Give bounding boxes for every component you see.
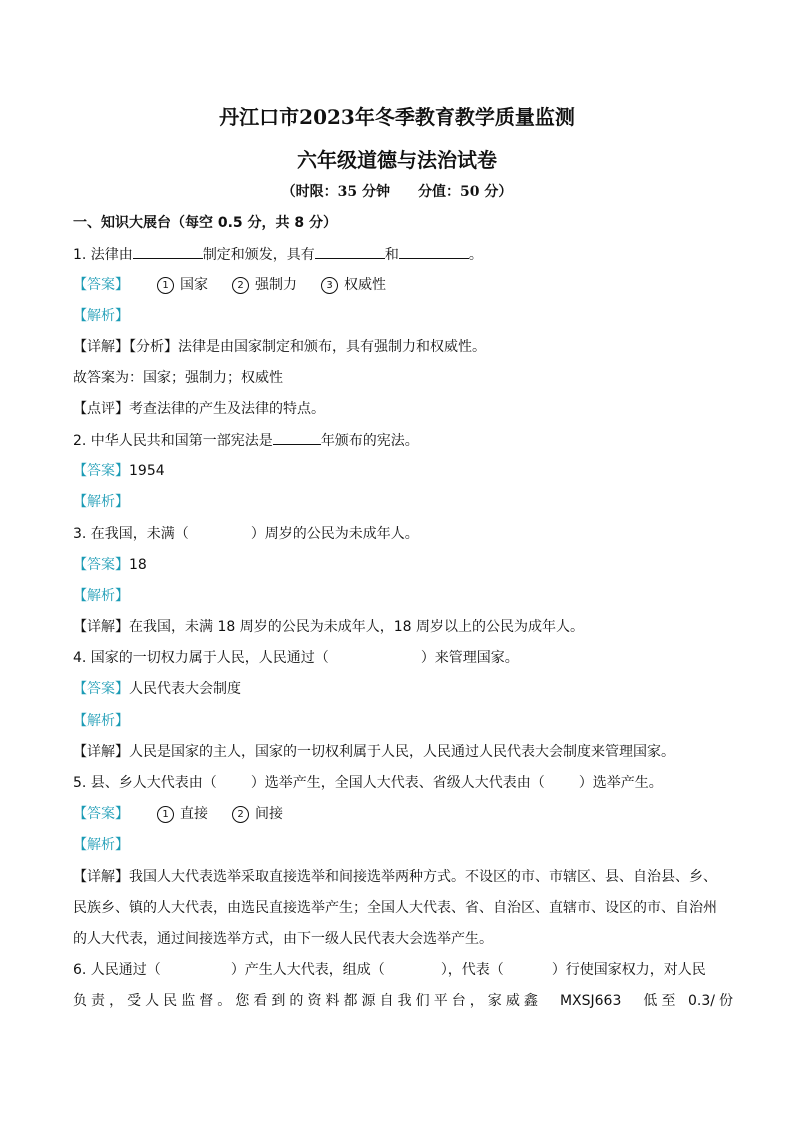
detail-tag: 【详解】 [73,619,129,635]
q4-detail [73,742,733,762]
q2-text-a: 2. 中华人民共和国第一部宪法是 [73,433,273,449]
q5-text-c: ）选举产生。 [578,775,663,791]
answer-tag: 【答案】 [73,806,129,822]
q3-answer-value: 18 [129,557,147,573]
q3-answer [73,555,733,575]
circle-number-2: 2 [232,277,249,294]
q2-text-b: 年颁布的宪法。 [320,433,419,449]
q5-detail-text-1: 我国人大代表选举采取直接选举和间接选举两种方式。不设区的市、市辖区、县、自治县、乡、 [129,869,717,885]
q5-analysis [73,835,733,855]
q3-detail-text: 在我国，未满 18 周岁的公民为未成年人，18 周岁以上的公民为成年人。 [129,619,584,635]
q1-text-c: 和 [384,247,399,263]
question-1 [73,244,733,265]
q4-text-b: ）来管理国家。 [420,650,519,666]
q2-answer-value: 1954 [129,463,165,479]
detail-tag: 【详解】 [73,869,129,885]
q6-text-d: ）行使国家权力，对人民 [551,962,706,978]
answer-tag: 【答案】 [73,463,129,479]
exam-subtitle: 六年级道德与法治试卷 [297,148,497,172]
q3-detail [73,617,733,637]
q6-line-2: 负责，受人民监督。您看到的资料都源自我们平台，家威鑫 MXSJ663 低至 0.3/份 [73,993,733,1009]
q1-blank-3 [399,244,469,259]
q1-comment [73,399,733,419]
detail-tag: 【详解】 [73,339,129,355]
q1-detail-text: 法律是由国家制定和颁布，具有强制力和权威性。 [178,339,486,355]
circle-number-2: 2 [232,806,249,823]
q1-result: 故答案为：国家；强制力；权威性 [73,370,283,386]
q1-blank-1 [133,244,203,259]
question-4 [73,648,733,668]
fenxi-tag: 【分析】 [129,339,178,355]
q2-blank [273,430,321,445]
answer-tag: 【答案】 [73,557,129,573]
question-6 [73,960,733,980]
q4-analysis [73,711,733,731]
q1-answer-2: 强制力 [255,277,297,293]
q1-text-b: 制定和颁发，具有 [202,247,315,263]
q5-detail-3: 的人大代表，通过间接选举方式，由下一级人民代表大会选举产生。 [73,931,493,947]
detail-tag: 【详解】 [73,744,129,760]
q1-blank-2 [315,244,385,259]
q1-text-a: 1. 法律由 [73,247,133,263]
q5-text-b: ）选举产生，全国人大代表、省级人大代表由（ [250,775,545,791]
circle-number-1: 1 [157,806,174,823]
q6-text-c: ），代表（ [440,962,504,978]
q5-text-a: 5. 县、乡人大代表由（ [73,775,217,791]
exam-meta: （时限：35 分钟 分值：50 分） [281,184,513,200]
comment-tag: 【点评】 [73,401,129,417]
section-heading: 一、知识大展台（每空 0.5 分，共 8 分） [73,215,338,231]
q5-answer-2: 间接 [255,806,283,822]
circle-number-1: 1 [157,277,174,294]
analysis-tag: 【解析】 [73,588,129,604]
q4-answer [73,679,733,699]
q5-detail-1 [73,867,733,887]
q2-analysis [73,492,733,512]
q4-answer-value: 人民代表大会制度 [129,681,241,697]
analysis-tag: 【解析】 [73,308,129,324]
exam-title: 丹江口市2023年冬季教育教学质量监测 [219,105,575,129]
q1-analysis [73,306,733,326]
q1-answer-1: 国家 [180,277,208,293]
q3-text-b: ）周岁的公民为未成年人。 [250,526,419,542]
q1-comment-text: 考查法律的产生及法律的特点。 [129,401,325,417]
q5-answer-1: 直接 [180,806,208,822]
q1-detail [73,337,733,357]
q3-text-a: 3. 在我国，未满（ [73,526,189,542]
q6-text-b: ）产生人大代表，组成（ [230,962,385,978]
q3-analysis [73,586,733,606]
q2-answer [73,461,733,481]
q1-answer [73,275,733,295]
analysis-tag: 【解析】 [73,494,129,510]
question-3 [73,524,733,544]
analysis-tag: 【解析】 [73,837,129,853]
question-5 [73,773,733,793]
q4-detail-text: 人民是国家的主人，国家的一切权利属于人民，人民通过人民代表大会制度来管理国家。 [129,744,675,760]
answer-tag: 【答案】 [73,277,129,293]
q5-detail-2: 民族乡、镇的人大代表，由选民直接选举产生；全国人大代表、省、自治区、直辖市、设区的市、自治州 [73,900,717,916]
q5-answer [73,804,733,824]
q6-text-a: 6. 人民通过（ [73,962,161,978]
q1-answer-3: 权威性 [344,277,386,293]
circle-number-3: 3 [321,277,338,294]
q1-text-d: 。 [468,247,483,263]
analysis-tag: 【解析】 [73,713,129,729]
question-2 [73,430,733,451]
q4-text-a: 4. 国家的一切权力属于人民，人民通过（ [73,650,329,666]
answer-tag: 【答案】 [73,681,129,697]
